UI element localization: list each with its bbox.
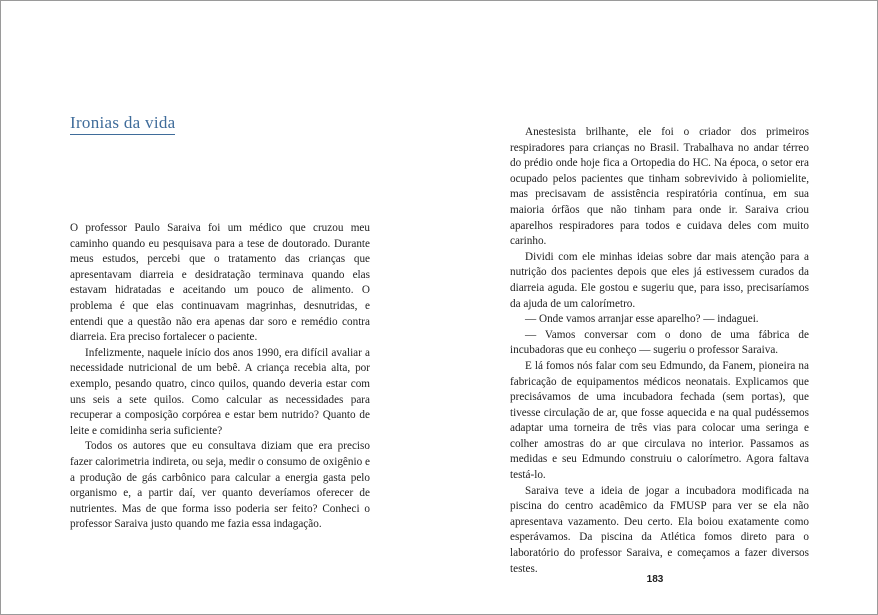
- paragraph: E lá fomos nós falar com seu Edmundo, da Fanem, pioneira na fabricação de equipamentos médicos neonatais. Explicamos que precisávamos de uma incubadora fechada (sem portas), que tivesse circulação de ar, que fosse aquecida e na qual pudéssemos adaptar uma torneira de três vias para colocar uma seringa e colher amostras do ar que circulava no interior. Passamos as medidas e seu Edmundo construiu o calorímetro. Agora faltava testá-lo.: [510, 359, 809, 482]
- title-underline: [70, 134, 175, 135]
- paragraph: Dividi com ele minhas ideias sobre dar mais atenção para a nutrição dos pacientes depois que eles já estivessem curados da diarreia aguda. Ele gostou e sugeriu que, para isso, precisaríamos da ajuda de um calorímetro.: [510, 250, 809, 310]
- paragraph: Todos os autores que eu consultava diziam que era preciso fazer calorimetria indireta, ou seja, medir o consumo de oxigênio e a produção de gás carbônico para calcular a energia gasta pelo organismo e, a partir daí, ver quanto deveríamos oferecer de nutrientes. Mas de que forma isso poderia ser feito? Conheci o professor Saraiva justo quando me fazia essa indagação.: [70, 440, 370, 531]
- paragraph: Infelizmente, naquele início dos anos 1990, era difícil avaliar a necessidade nutricional de um bebê. A criança recebia alta, por exemplo, pesando quatro, cinco quilos, quando deveria estar com uns seis a sete quilos. Como calcular as necessidades para recuperar a composição corpórea e estar bem nutrido? Quanto de leite e comidinha seria suficiente?: [70, 346, 370, 437]
- left-page-body: [70, 221, 370, 533]
- dialogue-line: — Vamos conversar com o dono de uma fábrica de incubadoras que eu conheço — sugeriu o professor Saraiva.: [510, 328, 809, 357]
- paragraph: Saraiva teve a ideia de jogar a incubadora modificada na piscina do centro acadêmico da FMUSP para ver se ela não apresentava vazamento. Deu certo. Ela boiou exatamente como esperávamos. Da piscina da Atlética fomos direto para o laboratório do professor Saraiva, e começamos a fazer diversos testes.: [510, 484, 809, 575]
- chapter-title: Ironias da vida: [70, 113, 176, 132]
- paragraph: Anestesista brilhante, ele foi o criador dos primeiros respiradores para crianças no Brasil. Trabalhava no andar térreo do prédio onde hoje fica a Ortopedia do HC. Na época, o setor era ocupado pelos pacientes que tinham sobrevivido à poliomielite, mas precisavam de assistência respiratória contínua, em sua maioria órfãos que não tinham para onde ir. Saraiva criou aparelhos respiradores para todos e cuidava deles com muito carinho.: [510, 126, 809, 248]
- paragraph: O professor Paulo Saraiva foi um médico que cruzou meu caminho quando eu pesquisava para a tese de doutorado. Durante meus estudos, percebi que o tratamento das crianças que apresentavam diarreia e desidratação terminava quando elas estavam hidratadas e aceitando um pouco de alimento. O problema é que elas continuavam magrinhas, desnutridas, e entendi que a questão não era apenas dar soro e remédio contra diarreia. Era preciso fortalecer o paciente.: [70, 222, 370, 344]
- dialogue-line: — Onde vamos arranjar esse aparelho? — indaguei.: [525, 313, 759, 326]
- page-number: 183: [646, 574, 664, 585]
- right-page-body: [510, 125, 809, 577]
